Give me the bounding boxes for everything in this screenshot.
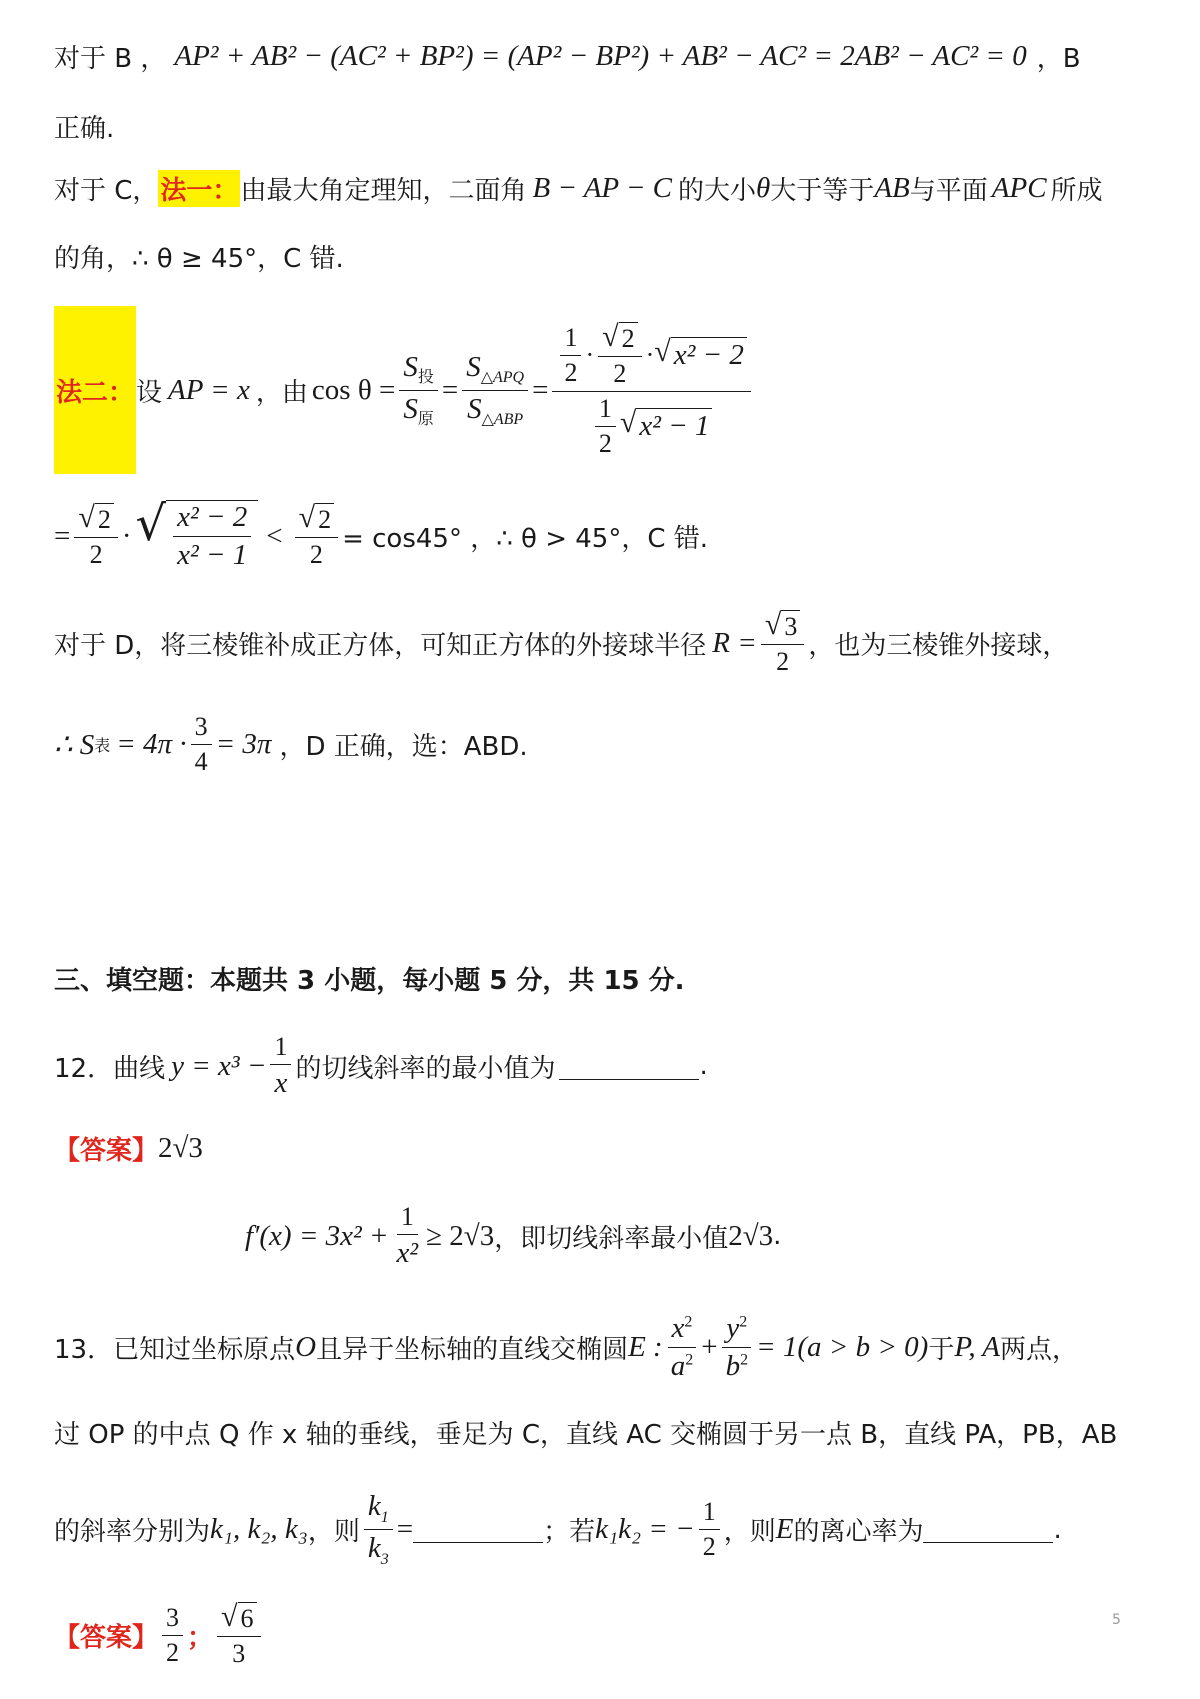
method1-label: 法一： — [158, 170, 240, 207]
big-fraction: $\frac{1}{2}$ · √ 2 2 · √ x² − 2 $\frac{1}{2}$ √ x² − 1 — [552, 322, 750, 459]
q13-answer-blank-2[interactable] — [923, 1516, 1053, 1543]
b-formula: AP² + AB² − (AC² + BP²) = (AP² − BP²) + AB² − AC² = 2AB² − AC² = 0 — [174, 40, 1027, 72]
q13-line1: 13． 已知过坐标原点 O 且异于坐标轴的直线交椭圆 E : $\frac{x^2}{a^2}$ + $\frac{y^2}{b^2}$ = 1(a > b > 0) 于 P, A 两点， — [54, 1312, 1079, 1383]
b-section-line1: 对于 B ， AP² + AB² − (AC² + BP²) = (AP² − BP²) + AB² − AC² = 2AB² − AC² = 0 ，B — [54, 40, 1081, 74]
c-method2-line2: = √ 2 2 · √ $\frac{\text{x² − 2}}{\text{x² − 1}}$ < √ 2 2 = cos45° ，∴ θ > 45°，C 错. — [54, 496, 709, 572]
method2-label: 法二： — [56, 377, 135, 408]
area-ratio-fraction: $\frac{S_{\triangle APQ}}{S_{\triangle ABP}}$ — [462, 351, 528, 429]
q12-question: 12． 曲线 y = x³ − $\frac{1}{x}$ 的切线斜率的最小值为 . — [54, 1032, 708, 1099]
c-method1-line1: 对于 C， 法一： 由最大角定理知，二面角 B − AP − C 的大小 θ 大于等于 AB 与平面 APC 所成 — [54, 172, 1103, 206]
q13-answer-blank-1[interactable] — [413, 1516, 543, 1543]
section3-heading: 三、填空题：本题共 3 小题，每小题 5 分，共 15 分. — [54, 966, 685, 996]
q13-line3: 的斜率分别为 k₁, k₂, k₃ ，则 $\frac{k_1}{k_3}$ = ；若 k₁k₂ = − $\frac{1}{2}$ ，则 E 的离心率为 . — [54, 1490, 1062, 1568]
c-method1-line2: 的角，∴ θ ≥ 45°，C 错. — [54, 244, 344, 274]
d-section-line1: 对于 D，将三棱锥补成正方体，可知正方体的外接球半径 R = √ 3 2 ，也为三棱锥外接球， — [54, 608, 1069, 677]
b-section-line2: 正确. — [54, 114, 115, 144]
q13-answer: 【答案】 $\frac{3}{2}$ ； √ 6 3 — [54, 1602, 265, 1669]
page-number: 5 — [1112, 1612, 1121, 1628]
q12-solution: f′(x) = 3x² + $\frac{1}{\text{x²}}$ ≥ 2√3 ，即切线斜率最小值 2√3 . — [245, 1202, 782, 1269]
d-section-line2: ∴ S 表 = 4π · $\frac{3}{4}$ = 3π ，D 正确，选：ABD. — [54, 712, 528, 776]
q12-answer: 【答案】 2√3 — [54, 1132, 203, 1166]
q13-line2: 过 OP 的中点 Q 作 x 轴的垂线，垂足为 C，直线 AC 交椭圆于另一点 B，直线 PA，PB，AB — [54, 1420, 1118, 1450]
q12-answer-blank[interactable] — [559, 1053, 699, 1080]
proj-over-orig-fraction: $\frac{S_投}{S_原}$ — [399, 351, 438, 429]
c-method2-line1: 法二： 设 AP = x ，由 cos θ = $\frac{S_投}{S_原}$ = $\frac{S_{\triangle APQ}}{S_{\triangle ABP}}$ = $\frac{1}{2}$ · √ 2 2 · √ x² − 2 $\frac{1}{2}$ √ x² − 1 — [54, 330, 755, 450]
